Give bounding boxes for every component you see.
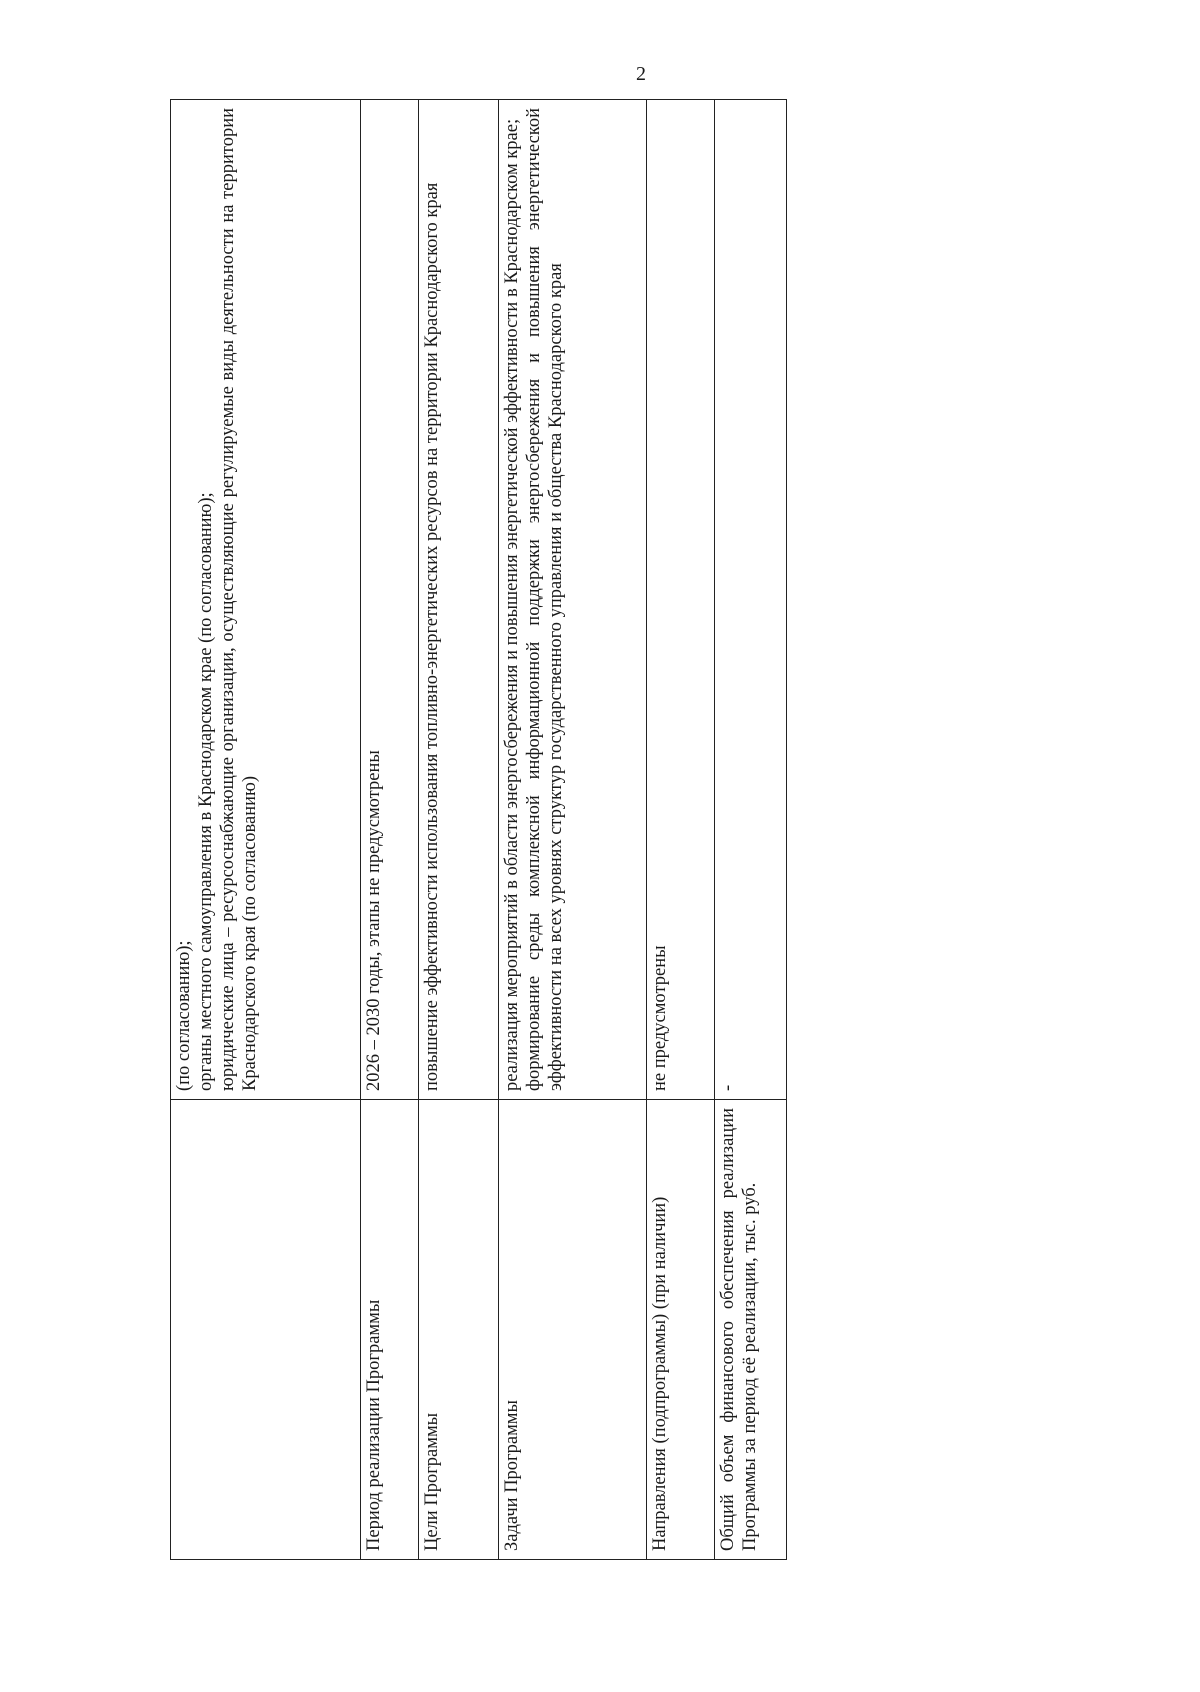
value-line: не предусмотрены — [650, 945, 670, 1091]
row-label: Цели Программы — [419, 1100, 499, 1560]
row-value — [361, 100, 419, 1100]
row-value — [171, 100, 361, 1100]
row-label: Период реализации Программы — [361, 1100, 419, 1560]
value-line: - — [718, 1084, 738, 1091]
rotated-table-frame — [170, 100, 786, 1560]
rotated-table-container — [170, 100, 786, 1560]
row-value — [499, 100, 647, 1100]
table-row — [715, 100, 787, 1560]
value-line: 2026 – 2030 годы, этапы не предусмотрены — [364, 750, 384, 1091]
table-row — [419, 100, 499, 1560]
value-line: органы местного самоуправления в Краснодарском крае (по согласованию); — [196, 492, 216, 1091]
row-label: Задачи Программы — [499, 1100, 647, 1560]
row-label: Общий объем финансового обеспечения реализации Программы за период её реализации, тыс. руб. — [715, 1100, 787, 1560]
table-row — [647, 100, 715, 1560]
value-line: юридические лица – ресурсоснабжающие организации, осуществляющие регулируемые виды деятельности на территории Краснодарского края (по согласованию) — [218, 108, 260, 1091]
table-row — [361, 100, 419, 1560]
page-number: 2 — [636, 63, 646, 85]
table-row — [499, 100, 647, 1560]
value-line: формирование среды комплексной информационной поддержки энергосбережения и повышения энергетической эффективности на всех уровнях структур государственного управления и общества Краснодарского края — [524, 108, 566, 1091]
value-line: (по согласованию); — [174, 940, 194, 1091]
table-row — [171, 100, 361, 1560]
row-label: Направления (подпрограммы) (при наличии) — [647, 1100, 715, 1560]
row-value — [647, 100, 715, 1100]
row-value — [715, 100, 787, 1100]
row-label — [171, 1100, 361, 1560]
value-line: реализация мероприятий в области энергосбережения и повышения энергетической эффективности в Краснодарском крае; — [502, 118, 522, 1091]
value-line: повышение эффективности использования топливно-энергетических ресурсов на территории Краснодарского края — [422, 182, 442, 1091]
row-value — [419, 100, 499, 1100]
program-passport-table — [170, 99, 787, 1560]
